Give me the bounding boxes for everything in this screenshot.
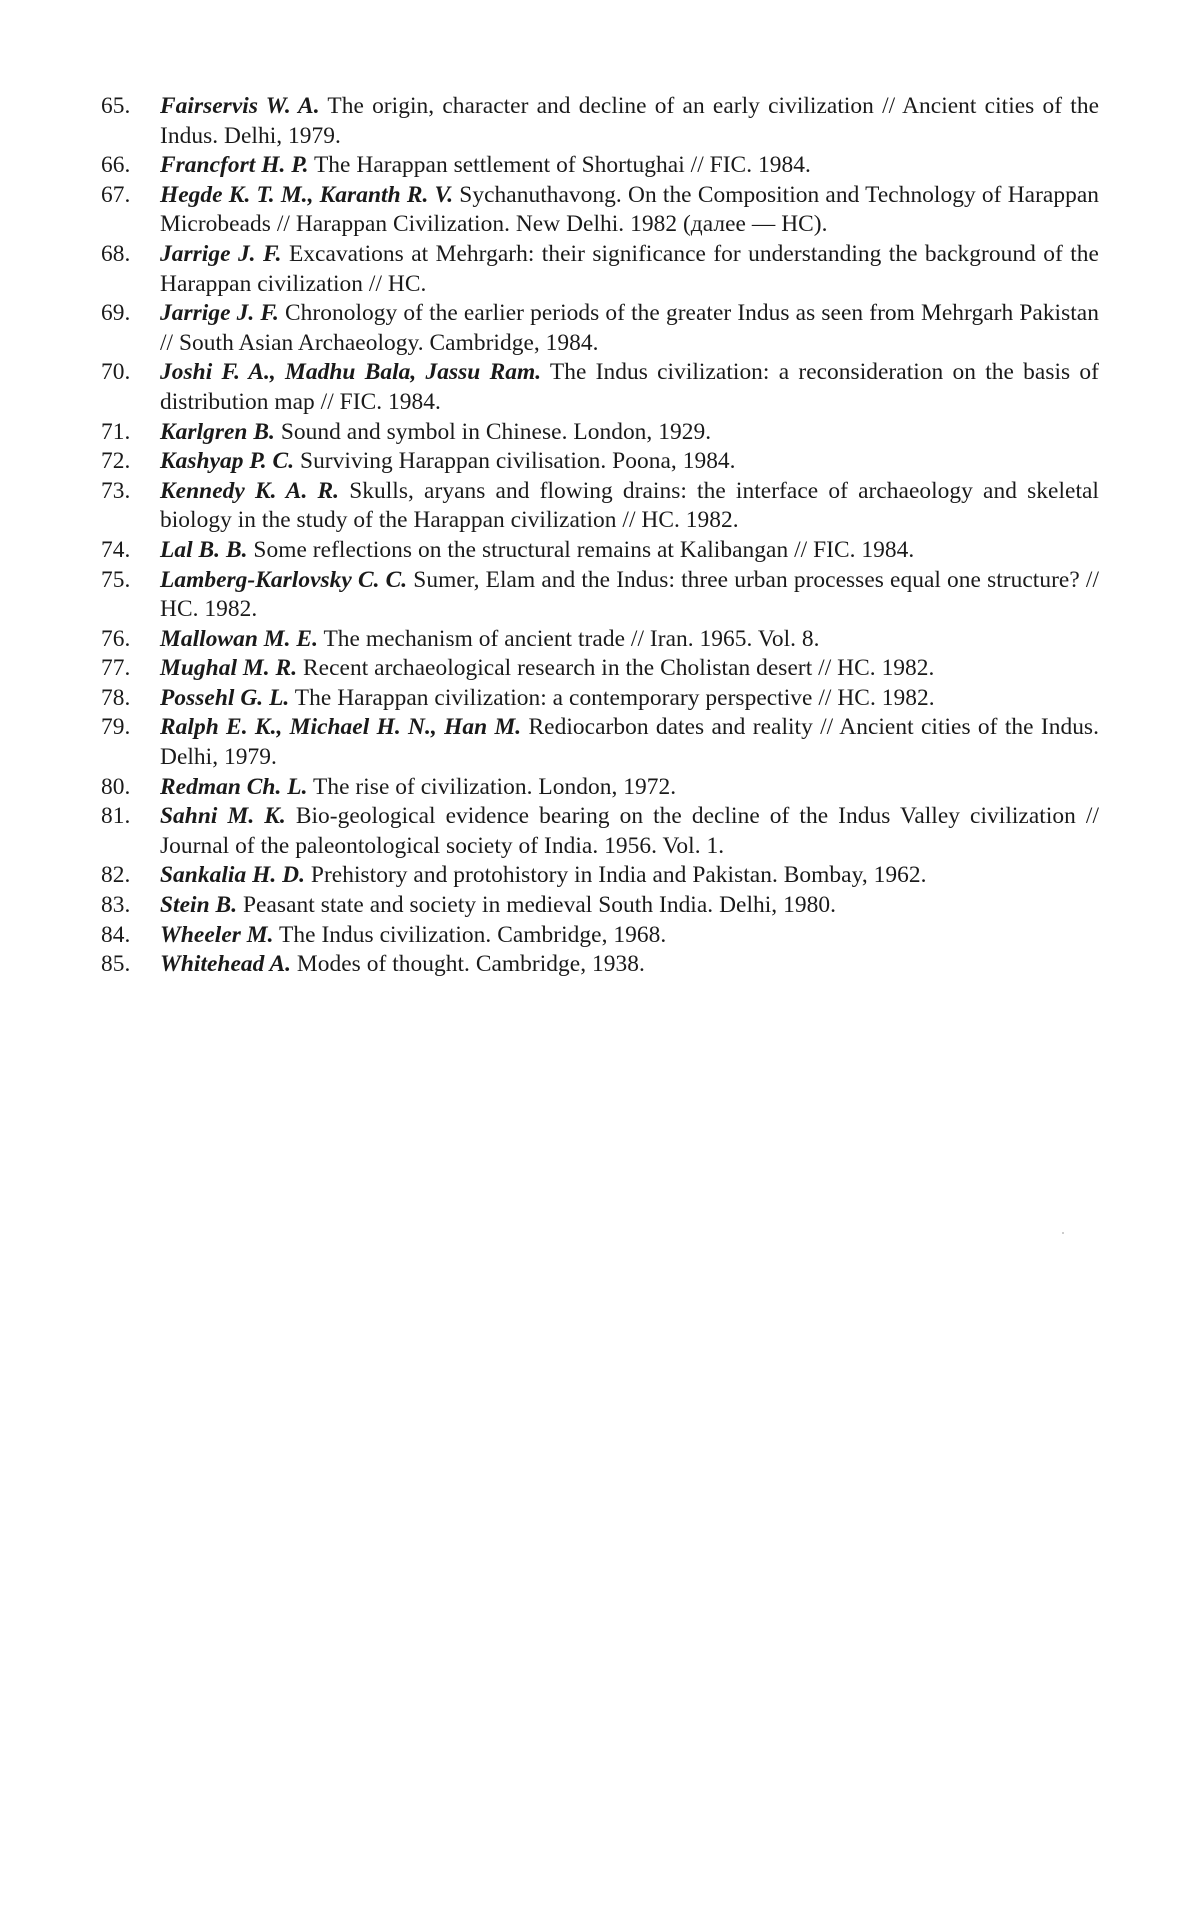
reference-item: [101, 151, 1099, 181]
reference-text: Excavations at Mehrgarh: their significance for understanding the background of the Harappan civilization // HC.: [160, 241, 1099, 297]
reference-number: 74.: [101, 536, 130, 566]
scan-speck: [455, 870, 457, 872]
reference-author: Mughal M. R.: [160, 655, 297, 681]
reference-author: Jarrige J. F.: [160, 241, 282, 267]
reference-text: Modes of thought. Cambridge, 1938.: [291, 951, 645, 977]
reference-item: [101, 921, 1099, 951]
reference-text: The Indus civilization. Cambridge, 1968.: [274, 922, 667, 948]
reference-item: [101, 536, 1099, 566]
reference-number: 76.: [101, 625, 130, 655]
reference-item: [101, 92, 1099, 151]
reference-item: [101, 477, 1099, 536]
reference-author: Ralph E. K., Michael H. N., Han M.: [160, 714, 521, 740]
reference-author: Sahni M. K.: [160, 803, 286, 829]
scan-speck: [1062, 1232, 1064, 1234]
reference-text: The rise of civilization. London, 1972.: [308, 774, 677, 800]
reference-number: 79.: [101, 713, 130, 743]
reference-item: [101, 418, 1099, 448]
reference-text: The Harappan settlement of Shortughai // FIC. 1984.: [308, 152, 810, 178]
reference-item: [101, 684, 1099, 714]
reference-text: Sumer, Elam and the Indus: three urban processes equal one structure? // HC. 1982.: [160, 567, 1099, 623]
reference-item: [101, 625, 1099, 655]
reference-author: Kashyap P. C.: [160, 448, 294, 474]
reference-number: 78.: [101, 684, 130, 714]
reference-text: Some reflections on the structural remains at Kalibangan // FIC. 1984.: [248, 537, 915, 563]
reference-number: 72.: [101, 447, 130, 477]
reference-number: 66.: [101, 151, 130, 181]
reference-author: Wheeler M.: [160, 922, 274, 948]
reference-text: Peasant state and society in medieval South India. Delhi, 1980.: [237, 892, 836, 918]
reference-text: Surviving Harappan civilisation. Poona, 1984.: [294, 448, 735, 474]
reference-author: Hegde K. T. M., Karanth R. V.: [160, 182, 453, 208]
reference-number: 82.: [101, 861, 130, 891]
reference-item: [101, 181, 1099, 240]
reference-item: [101, 654, 1099, 684]
reference-text: Sychanuthavong. On the Composition and Technology of Harappan Microbeads // Harappan Civilization. New Delhi. 1982 (далее — HC).: [160, 182, 1099, 238]
reference-author: Lamberg-Karlovsky C. C.: [160, 567, 407, 593]
reference-author: Mallowan M. E.: [160, 626, 318, 652]
reference-number: 80.: [101, 773, 130, 803]
reference-text: The mechanism of ancient trade // Iran. 1965. Vol. 8.: [318, 626, 820, 652]
reference-number: 77.: [101, 654, 130, 684]
reference-item: [101, 447, 1099, 477]
reference-item: [101, 566, 1099, 625]
reference-author: Karlgren B.: [160, 419, 275, 445]
reference-item: [101, 358, 1099, 417]
reference-number: 71.: [101, 418, 130, 448]
reference-author: Fairservis W. A.: [160, 93, 320, 119]
reference-item: [101, 861, 1099, 891]
reference-number: 84.: [101, 921, 130, 951]
reference-list: [101, 92, 1099, 980]
reference-text: Sound and symbol in Chinese. London, 1929.: [275, 419, 711, 445]
reference-number: 67.: [101, 181, 130, 211]
reference-item: [101, 299, 1099, 358]
reference-author: Kennedy K. A. R.: [160, 478, 339, 504]
reference-number: 83.: [101, 891, 130, 921]
reference-number: 68.: [101, 240, 130, 270]
reference-author: Francfort H. P.: [160, 152, 308, 178]
reference-text: The Harappan civilization: a contemporary perspective // HC. 1982.: [289, 685, 934, 711]
reference-item: [101, 891, 1099, 921]
reference-author: Lal B. B.: [160, 537, 248, 563]
reference-author: Jarrige J. F.: [160, 300, 279, 326]
reference-author: Whitehead A.: [160, 951, 291, 977]
reference-text: Skulls, aryans and flowing drains: the interface of archaeology and skeletal biology in the study of the Harappan civilization // HC. 1982.: [160, 478, 1099, 534]
reference-number: 70.: [101, 358, 130, 388]
reference-number: 69.: [101, 299, 130, 329]
reference-number: 65.: [101, 92, 130, 122]
reference-author: Stein B.: [160, 892, 237, 918]
reference-text: The Indus civilization: a reconsideration on the basis of distribution map // FIC. 1984.: [160, 359, 1099, 415]
reference-text: Recent archaeological research in the Cholistan desert // HC. 1982.: [297, 655, 934, 681]
reference-text: The origin, character and decline of an early civilization // Ancient cities of the Indus. Delhi, 1979.: [160, 93, 1099, 149]
reference-text: Chronology of the earlier periods of the greater Indus as seen from Mehrgarh Pakistan // South Asian Archaeology. Cambridge, 1984.: [160, 300, 1099, 356]
reference-text: Rediocarbon dates and reality // Ancient cities of the Indus. Delhi, 1979.: [160, 714, 1099, 770]
reference-number: 85.: [101, 950, 130, 980]
reference-author: Sankalia H. D.: [160, 862, 305, 888]
reference-author: Joshi F. A., Madhu Bala, Jassu Ram.: [160, 359, 541, 385]
reference-item: [101, 240, 1099, 299]
reference-number: 75.: [101, 566, 130, 596]
reference-author: Possehl G. L.: [160, 685, 289, 711]
reference-number: 73.: [101, 477, 130, 507]
reference-author: Redman Ch. L.: [160, 774, 308, 800]
reference-item: [101, 950, 1099, 980]
reference-item: [101, 773, 1099, 803]
reference-text: Prehistory and protohistory in India and Pakistan. Bombay, 1962.: [305, 862, 927, 888]
reference-item: [101, 802, 1099, 861]
reference-item: [101, 713, 1099, 772]
reference-number: 81.: [101, 802, 130, 832]
reference-text: Bio-geological evidence bearing on the decline of the Indus Valley civilization // Journal of the paleontological society of India. 1956. Vol. 1.: [160, 803, 1099, 859]
